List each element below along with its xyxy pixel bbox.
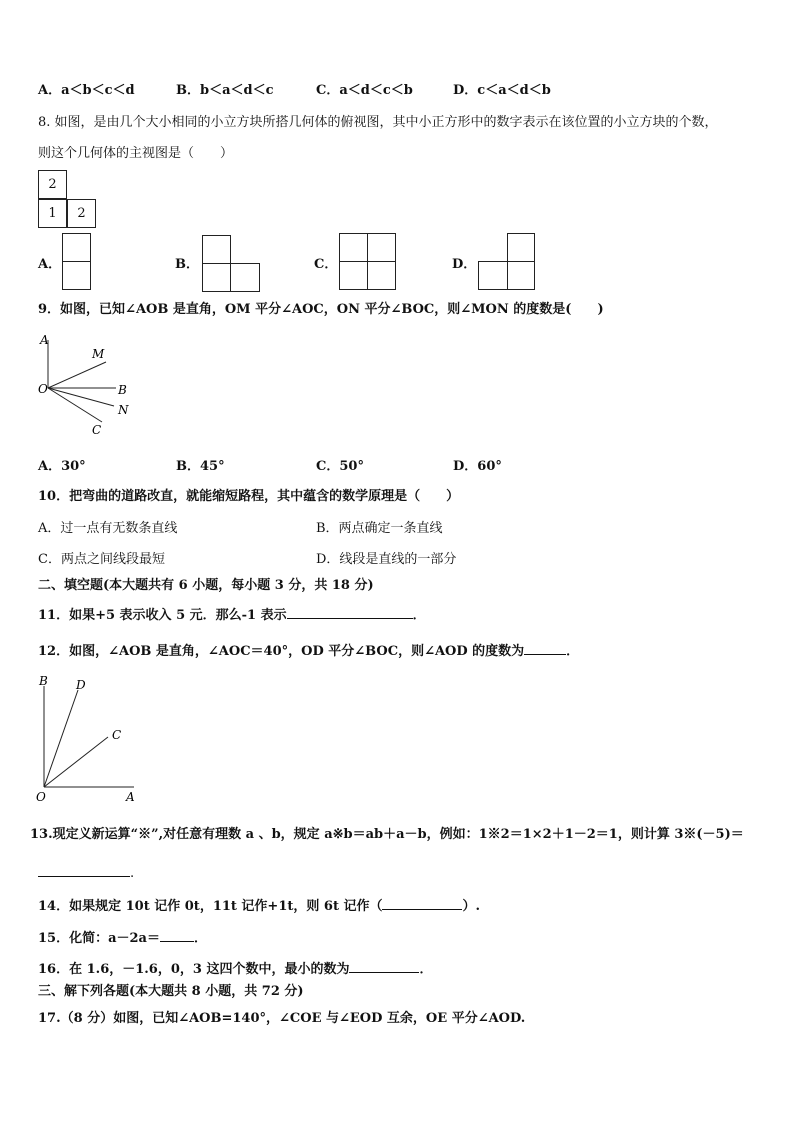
q8-line2: 则这个几何体的主视图是（ ） xyxy=(38,146,234,161)
grid-cell-top: 2 xyxy=(38,170,67,199)
q9-question: 9．如图，已知∠AOB 是直角，OM 平分∠AOC，ON 平分∠BOC，则∠MON 的度数是( ) xyxy=(38,302,604,317)
q14-question: 14．如果规定 10t 记作 0t，11t 记作+1t，则 6t 记作（ ）. xyxy=(38,895,480,916)
q8-option-d-label: D． xyxy=(452,257,477,272)
q11-answer-blank xyxy=(287,604,413,619)
q15-question: 15．化简：a－2a＝ ． xyxy=(38,927,207,948)
q8-line1: 8. 如图，是由几个大小相同的小立方块所搭几何体的俯视图，其中小正方形中的数字表示在该位置的小立方块的个数， xyxy=(38,115,718,130)
q12-label-c: C xyxy=(112,728,122,742)
grid-cell-bottom-right: 2 xyxy=(67,199,96,228)
q9-label-c: C xyxy=(92,423,102,437)
section-3-heading: 三、解下列各题(本大题共 8 小题，共 72 分) xyxy=(38,984,304,999)
q16-question: 16．在 1.6，－1.6，0，3 这四个数中，最小的数为 ． xyxy=(38,958,432,979)
q13-answer-blank xyxy=(38,862,130,877)
q7-option-a: A．a＜b＜c＜d xyxy=(38,83,135,98)
q8-option-a-label: A． xyxy=(38,257,62,272)
q9-option-d: D．60° xyxy=(453,459,502,474)
q7-option-c: C．a＜d＜c＜b xyxy=(316,83,413,98)
q13-answer-line: . xyxy=(38,862,134,883)
q9-option-b: B．45° xyxy=(176,459,225,474)
q12-label-b: B xyxy=(39,674,48,688)
grid-cell-bottom-left: 1 xyxy=(38,199,67,228)
q10-question: 10．把弯曲的道路改直，就能缩短路程，其中蕴含的数学原理是（ ） xyxy=(38,489,460,504)
q14-answer-blank xyxy=(382,895,462,910)
q12-label-d: D xyxy=(76,678,86,692)
q16-answer-blank xyxy=(349,958,419,973)
q7-option-b: B．b＜a＜d＜c xyxy=(176,83,274,98)
q8-option-c-label: C． xyxy=(314,257,338,272)
q10-option-a: A．过一点有无数条直线 xyxy=(38,521,178,536)
q9-label-o: O xyxy=(38,382,48,396)
q11-question: 11．如果+5 表示收入 5 元．那么-1 表示 ． xyxy=(38,604,426,625)
q7-option-d: D．c＜a＜d＜b xyxy=(453,83,551,98)
q13-question: 13.现定义新运算“※”,对任意有理数 a 、b，规定 a※b＝ab＋a－b，例如：1※2＝1×2＋1－2＝1，则计算 3※(－5)＝ xyxy=(30,827,744,842)
q12-question: 12．如图，∠AOB 是直角，∠AOC＝40°，OD 平分∠BOC，则∠AOD 的度数为 ． xyxy=(38,640,579,661)
q12-angle-figure xyxy=(30,672,150,808)
q12-label-o: O xyxy=(36,790,46,804)
q9-label-n: N xyxy=(118,403,129,417)
q9-label-b: B xyxy=(118,383,127,397)
q9-option-a: A．30° xyxy=(38,459,86,474)
q9-label-a: A xyxy=(40,333,49,347)
q8-top-view-grid xyxy=(38,170,98,230)
q12-answer-blank xyxy=(524,640,566,655)
q15-answer-blank xyxy=(160,927,194,942)
q8-option-b-label: B． xyxy=(175,257,199,272)
section-2-heading: 二、填空题(本大题共有 6 小题，每小题 3 分，共 18 分) xyxy=(38,578,374,593)
q9-option-c: C．50° xyxy=(316,459,364,474)
q10-option-b: B．两点确定一条直线 xyxy=(316,521,443,536)
q10-option-d: D．线段是直线的一部分 xyxy=(316,552,457,567)
q10-option-c: C．两点之间线段最短 xyxy=(38,552,165,567)
q9-label-m: M xyxy=(92,347,105,361)
q12-label-a: A xyxy=(126,790,135,804)
q9-angle-figure xyxy=(30,330,150,440)
q17-question: 17.（8 分）如图，已知∠AOB=140°，∠COE 与∠EOD 互余，OE 平分∠AOD. xyxy=(38,1011,526,1026)
